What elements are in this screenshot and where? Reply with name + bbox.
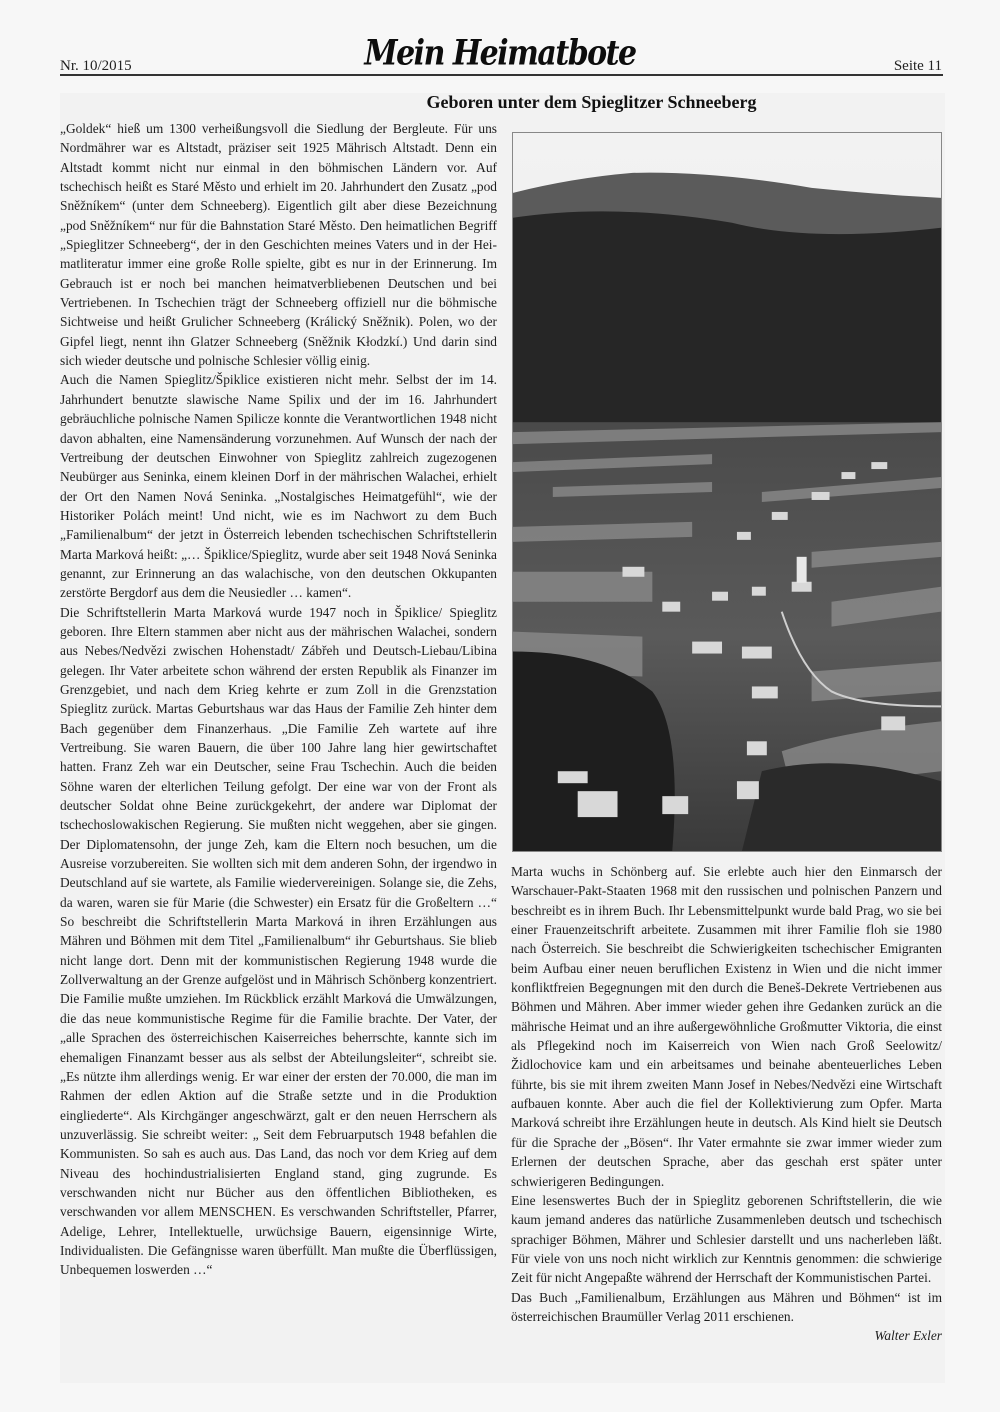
foreground-trees bbox=[742, 763, 941, 851]
header-rule bbox=[60, 74, 943, 76]
article-column-right bbox=[511, 862, 942, 1346]
issue-number: Nr. 10/2015 bbox=[60, 58, 132, 74]
article-title: Geboren unter dem Spieglitzer Schneeberg bbox=[426, 92, 757, 112]
church-tower bbox=[797, 557, 807, 583]
village-mountain-photo bbox=[512, 132, 942, 852]
forest bbox=[513, 211, 941, 452]
paragraph: Marta wuchs in Schönberg auf. Sie erlebte auch hier den Einmarsch der Warschauer-Pakt-Staaten 1968 mit den russischen und polnischen Panzern und beschreibt es in ihrem Buch. Ihr Lebensmittelpunkt wurde bald Prag, wo sie bei einer Frauenzeitschrift arbeitete. Zusammen mit ihrer Familie floh sie 1980 nach Österreich. Sie beschreibt die Schwierigkeiten tschechischer Emigranten beim Aufbau einer neuen beruflichen Existenz in Wien und die nicht immer konfliktfreien Begegnungen mit den durch die Beneš-Dekrete Vertriebenen aus Böhmen und Mähren. Aber immer wieder gehen ihre Gedanken zurück an die mährische Heimat und an ihre außergewöhnliche Großmutter Viktoria, die einst als Pflegekind noch im Kaiserreich von Wien nach Groß Seelowitz/Židlochovice kam und ein arbeitsames und beinahe abenteuerliches Leben führte, bis sie mit ihrem zweiten Mann Josef in Nebes/Nedvězi eine Wirtschaft aufbauen konnte. Aber auch die fiel der Kollektivierung zum Opfer. Marta Marková schreibt ihre Erzählungen heute in deutsch. Als Kind hielt sie Deutsch für die Sprache der „Bösen“. Ihr Vater ermahnte sie zwar immer wieder zum Erlernen der deutschen Sprache, aber das geschah erst später unter schwierigeren Bedingungen. bbox=[511, 864, 942, 1189]
paragraph: Die Schriftstellerin Marta Marková wurde 1947 noch in Špiklice/ Spieglitz geboren. Ihre Eltern stammen aber nicht aus der mährischen Walachei, sondern aus Nebes/Nedvězi zwischen Hohenstadt/ Zábřeh und Deutsch-Liebau/Libina gelegen. Ihr Vater arbeitete schon während der ersten Republik als Finanzer im Grenzgebiet, und nach dem Krieg kehrte er zum Zoll in die Grenzstation Spieglitz zurück. Martas Geburtshaus war das Haus der Familie Zeh hinter dem Bach gegenüber dem Finanzerhaus. „Die Familie Zeh wartete auf ihre Vertreibung. Sie waren Bauern, die über 100 Jahre lang hier gewirtschaftet hatten. Franz Zeh war ein Deutscher, seine Frau Tschechin. Auch die beiden Söhne waren der elterlichen Teilung gefolgt. Der eine war von der Front als deutscher Soldat ohne Beine zurückgekehrt, der andere war Diplomat der tschechoslowakischen Regierung. Sie mußten nicht weggehen, aber sie gingen. Der Diplomatensohn, der junge Zeh, kam die Eltern noch besuchen, um die Ausreise vorzubereiten. Sie wollten sich mit dem anderen Sohn, der irgendwo in Deutschland auf sie wartete, als Familie wiedervereinigen. Solange sie, die Zehs, da waren, waren sie für Marie (die Schwester) ein Ersatz für die Großeltern …“ So beschreibt die Schriftstellerin Marta Marková in ihren Erzählungen aus Mähren und Böhmen mit dem Titel „Familienalbum“ ihr Geburtshaus. Sie blieb nicht lange dort. Denn mit der kommunistischen Regierung 1948 wurde die Zollverwaltung an der Grenze aufgelöst und in Mährisch Schönberg konzentriert. Die Familie mußte umziehen. Im Rückblick erzählt Marková die Umwälzungen, die das neue kommunistische Regime für die Familie brachte. Der Vater, der „alle Sprachen des österreichischen Kaiserreiches beherrschte, kannte sich im ehemaligen Finanzamt besser aus als selbst der Abteilungsleiter“, schreibt sie. „Es nützte ihm allerdings wenig. Er war einer der ersten der 70.000, die man im Rahmen der edlen Aktion auf die Straße setzte und in die Produktion eingliederte“. Als Kirchgänger angeschwärzt, galt er den neuen Herrschern als unzuverlässig. Sie schreibt weiter: „ Seit dem Februarputsch 1948 befahlen die Kommunisten. So sah es auch aus. Das Land, das noch vor dem Krieg auf dem Niveau des hochindustrialisierten England stand, ging zugrunde. Es verschwanden nicht nur Bücher aus den öffentlichen Bibliotheken, es verschwanden vor allem MENSCHEN. Es verschwanden Schriftsteller, Pfarrer, Adelige, Lehrer, Intellektuelle, urwüchsige Bauern, eigensinnige Wirte, Individualisten. Die Gefängnisse waren überfüllt. Man mußte die Überflüssigen, Unbequemen loswerden …“ bbox=[60, 604, 497, 1278]
article-column-left bbox=[60, 119, 497, 1280]
paragraph: Das Buch „Familienalbum, Erzählungen aus Mähren und Böhmen“ ist im österreichischen Braumüller Verlag 2011 erschienen. bbox=[511, 1289, 942, 1324]
photo-illustration bbox=[513, 133, 941, 851]
masthead-logo: Mein Heimatbote bbox=[364, 33, 636, 74]
paragraph: Eine lesenswertes Buch der in Spieglitz geborenen Schriftstellerin, die wie kaum jemand anderes das natürliche Zusammenleben deutsch und tschechisch sprachiger Böhmen, Mährer und Schlesier darstellt und uns nacherleben läßt. Für viele von uns noch nicht wirklich zur Kenntnis genommen: die schwierige Zeit für nicht Angepaßte während der Herrschaft der Kommunistischen Partei. bbox=[511, 1192, 942, 1286]
paragraph: Auch die Namen Spieglitz/Špiklice existieren nicht mehr. Selbst der im 14. Jahrhundert benutzte slawische Name Spilix und der im 16. Jahrhundert gebräuchliche polnische Namen Spilicze konnte die Verantwortlichen 1948 nicht davon abhalten, eine Namensänderung vorzunehmen. Auf Wunsch der nach der Vertreibung der deutschen Einwohner von Spieglitz zahlreich zugezogenen Neubürger aus Seninka, einem kleinen Dorf in der mährischen Walachei, erhielt der Ort den Namen Nová Seninka. „Nostalgisches Heimatgefühl“, wie der Historiker Polách meint! Und nicht, wie es im Nachwort zu dem Buch „Familienalbum“ der jetzt in Österreich lebenden tschechischen Schriftstellerin Marta Marková heißt: „… Špiklice/Spieglitz, wurde aber seit 1948 Nová Seninka genannt, zur Erinnerung an das walachische, von den deutschen Okkupanten zerstörte Bergdorf aus dem die Neusiedler … kamen“. bbox=[60, 372, 497, 601]
page-number: Seite 11 bbox=[893, 58, 942, 74]
paragraph: „Goldek“ hieß um 1300 verheißungsvoll die Siedlung der Bergleute. Für uns Nordmährer war es Altstadt, präziser seit 1925 Mährisch Altstadt. Denn ein Altstadt kommt nicht nur einmal in den böhmischen Ländern vor. Auf tschechisch heißt es Staré Město und erhielt im 20. Jahrhundert den Zusatz „pod Sněžníkem“ (unter dem Schneeberg). Eigentlich gilt aber diese Bezeichnung „pod Sněžníkem“ nur für die Bahnstation Staré Město. Den heimatlichen Begriff „Spieglitzer Schneeberg“, der in den Geschichten meines Vaters und in der Heimatliteratur immer eine große Rolle spielte, gibt es nur in der Erinnerung. Im Gebrauch ist er noch bei manchen heimatverbliebenen Deutschen und bei Vertriebenen. In Tschechien trägt der Schneeberg offiziell nur die böhmische Sichtweise und heißt Grulicher Schneeberg (Králický Sněžnik). Polen, wo der Gipfel liegt, nennt ihn Glatzer Schneeberg (Sněžnik Kłodzkí.) Und darin sind sich wieder deutsche und polnische Schlesier völlig einig. bbox=[60, 121, 497, 369]
author-signature: Walter Exler bbox=[874, 1328, 942, 1344]
